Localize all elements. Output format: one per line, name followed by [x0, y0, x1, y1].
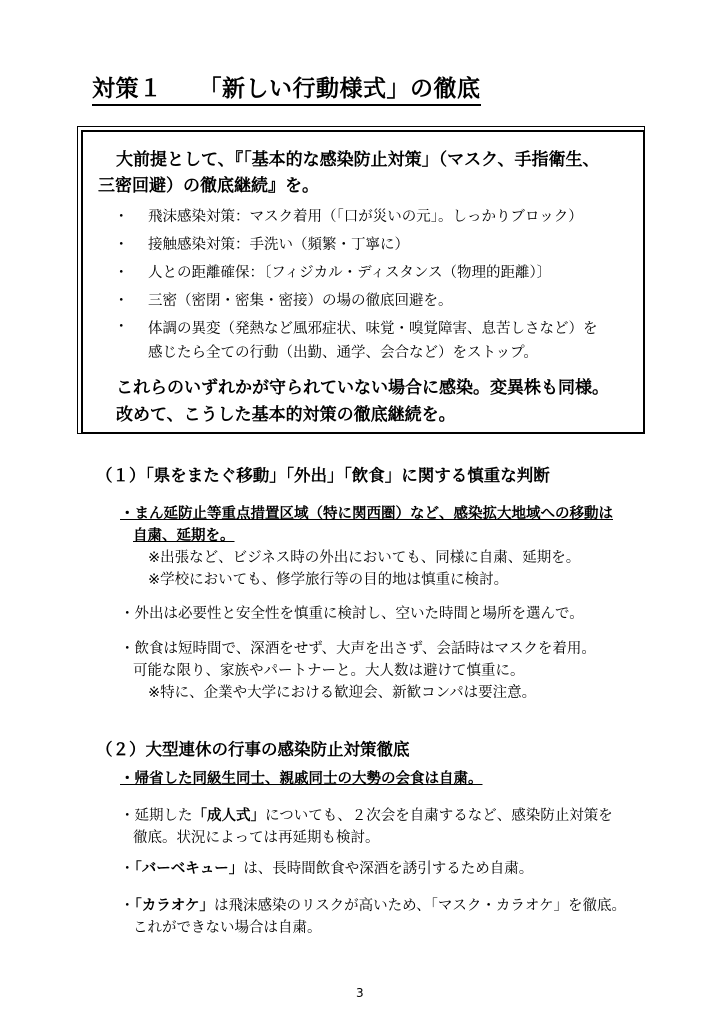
section1-paragraph-3	[120, 638, 596, 704]
section2-p3-pre: ・	[120, 861, 135, 877]
section1-p1-note1: ※出張など、ビジネス時の外出においても、同様に自粛、延期を。	[148, 550, 581, 566]
list-item: ・ 人との距離確保：〔フィジカル・ディスタンス（物理的距離）〕	[108, 259, 638, 287]
section2-heading: （２）大型連休の行事の感染防止対策徹底	[96, 740, 410, 759]
box-closing-line1: これらのいずれかが守られていない場合に感染。変異株も同様。	[116, 378, 609, 398]
section1-p1-line2: 自粛、延期を。	[133, 528, 235, 544]
section1-p1-line1: ・まん延防止等重点措置区域（特に関西圏）など、感染拡大地域への移動は	[120, 506, 613, 522]
page-number: 3	[356, 986, 364, 1000]
section1-paragraph-2: ・外出は必要性と安全性を慎重に検討し、空いた時間と場所を選んで。	[120, 606, 584, 622]
section2-p4-post: は飛沫感染のリスクが高いため、「マスク・カラオケ」を徹底。	[213, 898, 627, 914]
list-item-line2: 感じたら全ての行動（出勤、通学、会合など）をストップ。	[148, 345, 538, 361]
section2-p2-line2: 徹底。状況によっては再延期も検討。	[133, 830, 380, 846]
box-closing-line2: 改めて、こうした基本的対策の徹底継続を。	[116, 405, 456, 425]
box-intro	[98, 147, 628, 199]
section2-p4-pre: ・	[120, 898, 135, 914]
section2-p4-line2: これができない場合は自粛。	[133, 920, 322, 936]
section1-p3-line1: ・飲食は短時間で、深酒をせず、大声を出さず、会話時はマスクを着用。	[120, 641, 596, 657]
section2-paragraph-3	[120, 858, 533, 880]
page-title	[92, 70, 481, 106]
box-bullet-list	[108, 203, 638, 365]
list-item-line1: ・ 体調の異変（発熱など風邪症状、味覚・嗅覚障害、息苦しさなど）を	[148, 321, 598, 337]
box-intro-line1: 大前提として、『「基本的な感染防止対策」（マスク、手指衛生、	[116, 150, 600, 170]
box-closing	[116, 375, 609, 429]
section2-p1-text: ・帰省した同級生同士、親戚同士の大勢の会食は自粛。	[120, 771, 483, 787]
list-item: ・ 三密（密閉・密集・密接）の場の徹底回避を。	[108, 287, 638, 315]
section2-p2-bold: 「成人式」	[192, 808, 265, 824]
list-item: ・ 接触感染対策：手洗い（頻繁・丁寧に）	[108, 231, 638, 259]
section2-p2-pre: ・延期した	[120, 808, 193, 824]
list-item: ・ 飛沫感染対策：マスク着用（「口が災いの元」。しっかりブロック）	[108, 203, 638, 231]
section2-p4-line1	[120, 895, 626, 917]
box-intro-line2: 三密回避）の徹底継続』を。	[98, 176, 319, 196]
section1-p3-line2: 可能な限り、家族やパートナーと。大人数は避けて慎重に。	[133, 663, 525, 679]
title-text: 「新しい行動様式」の徹底	[198, 76, 481, 102]
section2-p3-bold: 「バーベキュー」	[134, 861, 244, 877]
section1-p3-note: ※特に、企業や大学における歓迎会、新歓コンパは要注意。	[148, 685, 537, 701]
title-number: 対策１	[92, 76, 163, 102]
section2-p2-post: についても、２次会を自粛するなど、感染防止対策を	[265, 808, 613, 824]
section2-paragraph-1	[120, 768, 483, 790]
list-item	[108, 315, 638, 365]
section2-p3-post: は、長時間飲食や深酒を誘引するため自粛。	[243, 861, 534, 877]
section2-paragraph-2	[120, 805, 613, 849]
section2-p2-line1	[120, 805, 613, 827]
section1-p1-note2: ※学校においても、修学旅行等の目的地は慎重に検討。	[148, 572, 509, 588]
section2-p4-bold: 「カラオケ」	[134, 898, 214, 914]
section1-heading: （１）「県をまたぐ移動」「外出」「飲食」に関する慎重な判断	[96, 466, 550, 485]
section2-paragraph-4	[120, 895, 626, 939]
section1-paragraph-1	[120, 503, 613, 591]
